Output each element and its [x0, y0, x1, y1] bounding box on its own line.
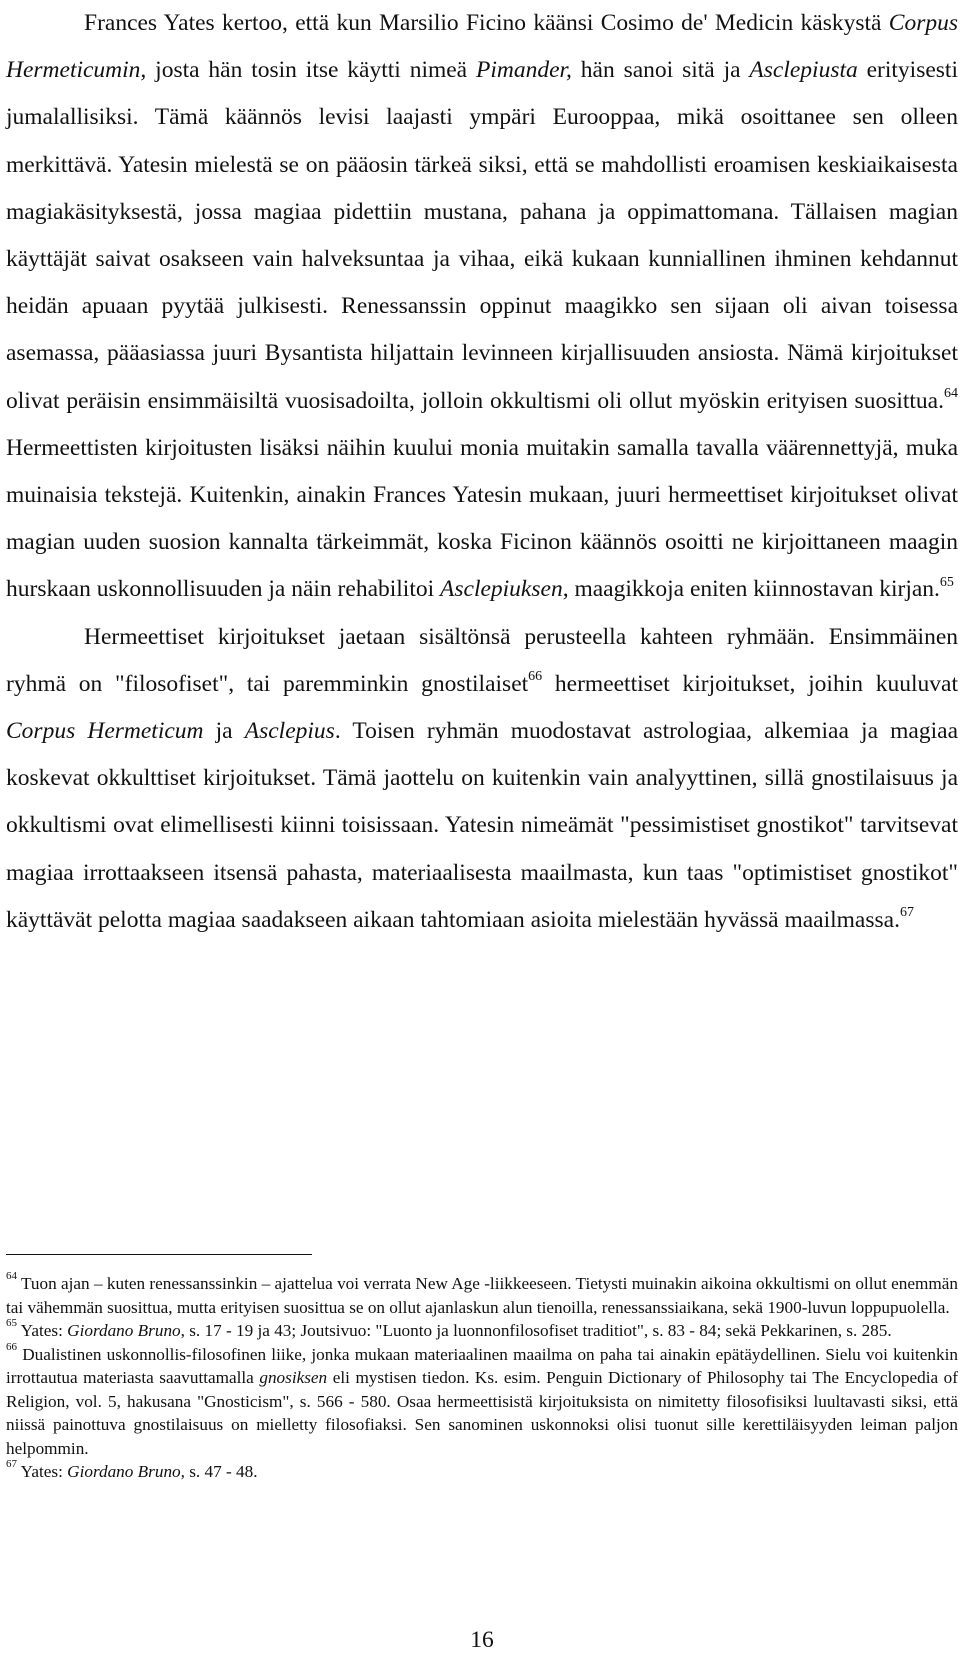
text-run: Hermeettiset kirjoitukset jaetaan sisältönsä perusteella kahteen ryhmään. Ensimmäinen ryhmä on "filosofiset", tai paremminkin gnostilaiset: [6, 623, 958, 697]
footnote-number: 64: [6, 1270, 17, 1283]
text-run: erityisesti jumalallisiksi. Tämä käännös levisi laajasti ympäri Eurooppaa, mikä osoittanee sen olleen merkittävä. Yatesin mielestä se on pääosin tärkeä siksi, että se mahdollisti eroamisen keskiaikaisesta magiakäsityksestä, jossa magiaa pidettiin mustana, pahana ja oppimattomana. Tällaisen magian käyttäjät saivat osakseen vain halveksuntaa ja vihaa, eikä kukaan kunniallinen ihminen kehdannut heidän apuaan pyytää julkisesti. Renessanssin oppinut maagikko sen sijaan oli aivan toisessa asemassa, pääasiassa juuri Bysantista hiljattain levinneen kirjallisuuden ansiosta. Nämä kirjoitukset olivat peräisin ensimmäisiltä vuosisadoilta, jolloin okkultismi oli ollut myöskin erityisen suosittua.: [6, 57, 958, 414]
footnote-number: 67: [6, 1458, 17, 1471]
footnote-66: [6, 1340, 958, 1461]
footnote-number: 66: [6, 1340, 17, 1353]
footnote-text: Dualistinen uskonnollis-filosofinen liike, jonka mukaan materiaalinen maailma on paha tai ainakin epätäydellinen. Sielu voi kuitenkin irrottautua materiasta saavuttamalla: [6, 1344, 958, 1387]
text-run: ja: [203, 718, 245, 745]
footnote-text: eli mystisen tiedon. Ks. esim. Penguin Dictionary of Philosophy tai The Encyclopedia of Religion, vol. 5, hakusana "Gnosticism", s. 566 - 580. Osaa hermeettisistä kirjoituksista on nimitetty filosofisiksi luultavasti siksi, että niissä painottuva gnostilaisuus on mielletty filosofiaksi. Sen sanominen uskonnoksi olisi tuonut sille kerettiläisyyden leiman paljon helpommin.: [6, 1368, 958, 1458]
main-text: [6, 0, 958, 944]
italic-term: gnosiksen: [259, 1368, 328, 1387]
text-run: hän sanoi sitä ja: [571, 57, 750, 84]
text-run: . Toisen ryhmän muodostavat astrologiaa, alkemiaa ja magiaa koskevat okkulttiset kirjoitukset. Tämä jaottelu on kuitenkin vain analyyttinen, sillä gnostilaisuus ja okkultismi ovat elimellisesti kiinni toisissaan. Yatesin nimeämät "pessimistiset gnostikot" tarvitsevat magiaa irrottaakseen itsensä pahasta, materiaalisesta maailmasta, kun taas "optimistiset gnostikot" käyttävät pelotta magiaa saadakseen aikaan tahtomiaan asioita mielestään hyvässä maailmassa.: [6, 718, 958, 933]
italic-title: Pimander,: [475, 57, 572, 84]
italic-title: Corpus Hermeticumin,: [6, 10, 958, 84]
footnote-separator: [6, 1254, 312, 1255]
footnote-ref-64: 64: [944, 385, 958, 401]
page-number: 16: [470, 1627, 494, 1653]
document-page: [6, 0, 958, 1660]
italic-title: Giordano Bruno: [67, 1462, 181, 1481]
footnote-text: , s. 17 - 19 ja 43; Joutsivuo: "Luonto ja luonnonfilosofiset traditiot", s. 83 - 84; sekä Pekkarinen, s. 285.: [180, 1321, 892, 1340]
italic-title: Asclepius: [244, 718, 335, 745]
italic-title: Asclepiusta: [749, 57, 858, 84]
text-run: josta hän tosin itse käytti nimeä: [146, 57, 476, 84]
footnote-text: , s. 47 - 48.: [180, 1462, 258, 1481]
footnotes: [6, 1272, 958, 1484]
paragraph-1: [6, 0, 958, 614]
footnote-ref-67: 67: [899, 905, 914, 921]
text-run: hermeettiset kirjoitukset, joihin kuuluvat: [542, 670, 958, 697]
italic-title: Giordano Bruno: [67, 1321, 181, 1340]
footnote-67: [6, 1460, 958, 1484]
footnote-64: [6, 1272, 958, 1319]
text-run: Frances Yates kertoo, että kun Marsilio Ficino käänsi Cosimo de' Medicin käskystä: [84, 10, 889, 36]
italic-title: Corpus Hermeticum: [6, 718, 204, 745]
footnote-number: 65: [6, 1317, 17, 1330]
italic-title: Asclepiuksen: [440, 576, 563, 603]
text-run: Hermeettisten kirjoitusten lisäksi näihin kuului monia muitakin samalla tavalla väärennettyjä, muka muinaisia tekstejä. Kuitenkin, ainakin Frances Yatesin mukaan, juuri hermeettiset kirjoitukset olivat magian uuden suosion kannalta tärkeimmät, koska Ficinon käännös osoitti ne kirjoittaneen maagin hurskaan uskonnollisuuden ja näin rehabilitoi: [6, 434, 958, 603]
paragraph-2: [6, 614, 958, 944]
footnote-ref-65: 65: [939, 574, 954, 590]
footnote-ref-66: 66: [528, 669, 543, 685]
footnote-text: Yates:: [17, 1462, 68, 1481]
footnote-65: [6, 1319, 958, 1343]
footnote-text: Tuon ajan – kuten renessanssinkin – ajattelua voi verrata New Age -liikkeeseen. Tietysti muinakin aikoina okkultismi on ollut enemmän tai vähemmän suosittua, mutta erityisen suosittua se on ollut ajanlaskun alun tienoilla, renessanssiaikana, sekä 1900-luvun loppupuolella.: [6, 1274, 958, 1317]
text-run: , maagikkoja eniten kiinnostavan kirjan.: [562, 576, 940, 603]
footnote-text: Yates:: [17, 1321, 68, 1340]
